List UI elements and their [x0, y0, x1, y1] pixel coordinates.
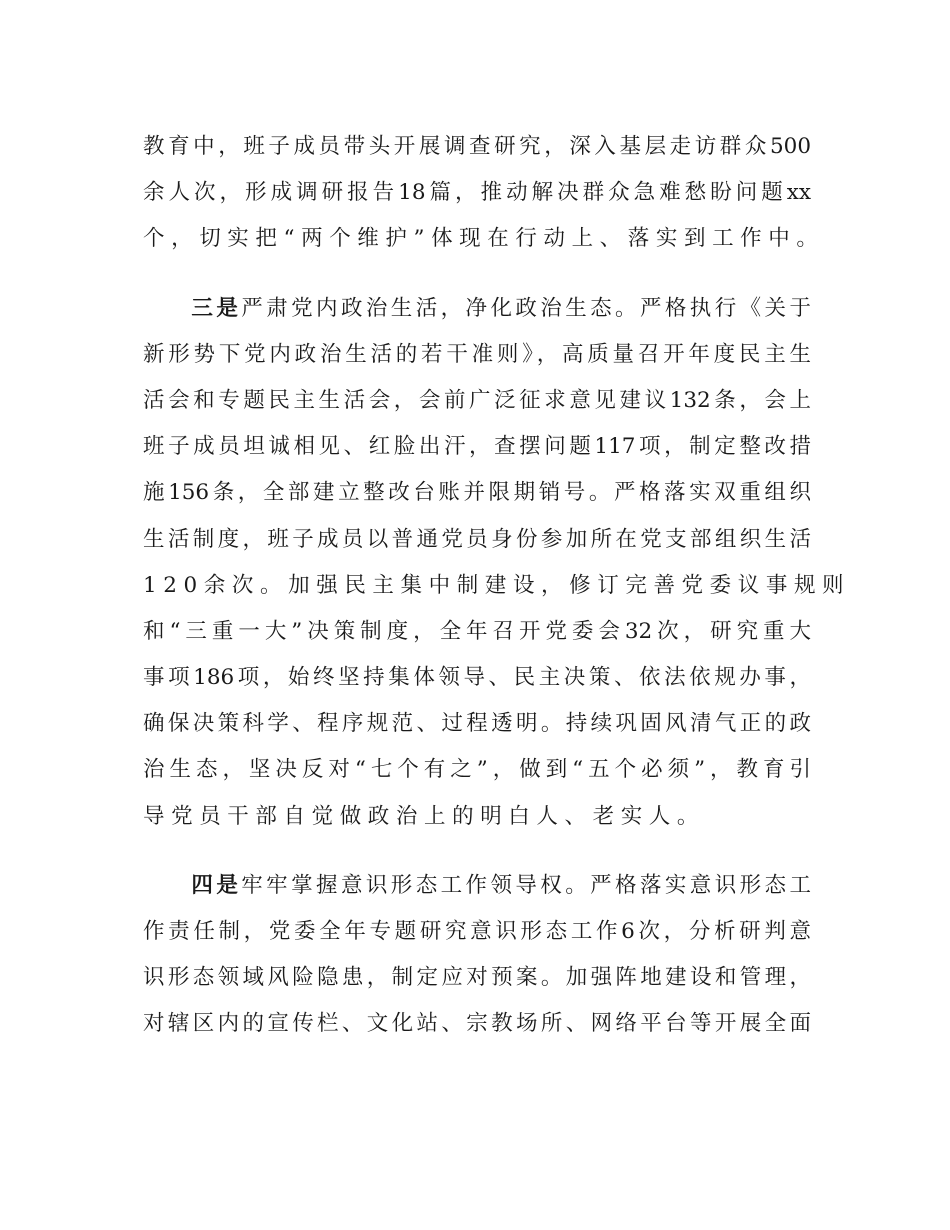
text-line: 活会和专题民主生活会，会前广泛征求意见建议132条，会上 [143, 387, 811, 413]
paragraph-lead-heading: 三是 [188, 295, 242, 321]
paragraph-three [143, 286, 851, 840]
document-page [143, 124, 851, 1048]
text-line: 个，切实把“两个维护”体现在行动上、落实到工作中。 [143, 226, 825, 252]
text-line: 确保决策科学、程序规范、过程透明。持续巩固风清气正的政 [143, 711, 811, 737]
paragraph-four [143, 863, 811, 1048]
text-run: 严肃党内政治生活，净化政治生态。严格执行《关于 [241, 295, 811, 321]
text-line: 余人次，形成调研报告18篇，推动解决群众急难愁盼问题xx [143, 180, 811, 206]
text-line: 施156条，全部建立整改台账并限期销号。严格落实双重组织 [143, 480, 811, 506]
text-line: 120余次。加强民主集中制建设，修订完善党委议事规则 [143, 572, 851, 598]
paragraph-spacer [143, 263, 811, 286]
paragraph-continued [143, 124, 825, 263]
text-line: 生活制度，班子成员以普通党员身份参加所在党支部组织生活 [143, 526, 811, 552]
text-line: 导党员干部自觉做政治上的明白人、老实人。 [143, 803, 706, 829]
text-line: 治生态，坚决反对“七个有之”，做到“五个必须”，教育引 [143, 757, 811, 783]
text-line: 教育中，班子成员带头开展调查研究，深入基层走访群众500 [143, 134, 811, 159]
text-line: 新形势下党内政治生活的若干准则》，高质量召开年度民主生 [143, 341, 811, 367]
text-line-first [143, 286, 811, 332]
text-line-first [143, 863, 811, 909]
text-line: 事项186项，始终坚持集体领导、民主决策、依法依规办事， [143, 665, 811, 691]
paragraph-lead-heading: 四是 [188, 872, 242, 898]
text-line: 对辖区内的宣传栏、文化站、宗教场所、网络平台等开展全面 [143, 1011, 811, 1037]
text-line: 班子成员坦诚相见、红脸出汗，查摆问题117项，制定整改措 [143, 434, 811, 460]
text-line: 识形态领域风险隐患，制定应对预案。加强阵地建设和管理， [143, 965, 811, 991]
paragraph-spacer [143, 840, 811, 863]
text-run: 牢牢掌握意识形态工作领导权。严格落实意识形态工 [241, 872, 811, 898]
text-line: 作责任制，党委全年专题研究意识形态工作6次，分析研判意 [143, 919, 811, 944]
text-line: 和“三重一大”决策制度，全年召开党委会32次，研究重大 [143, 618, 811, 644]
